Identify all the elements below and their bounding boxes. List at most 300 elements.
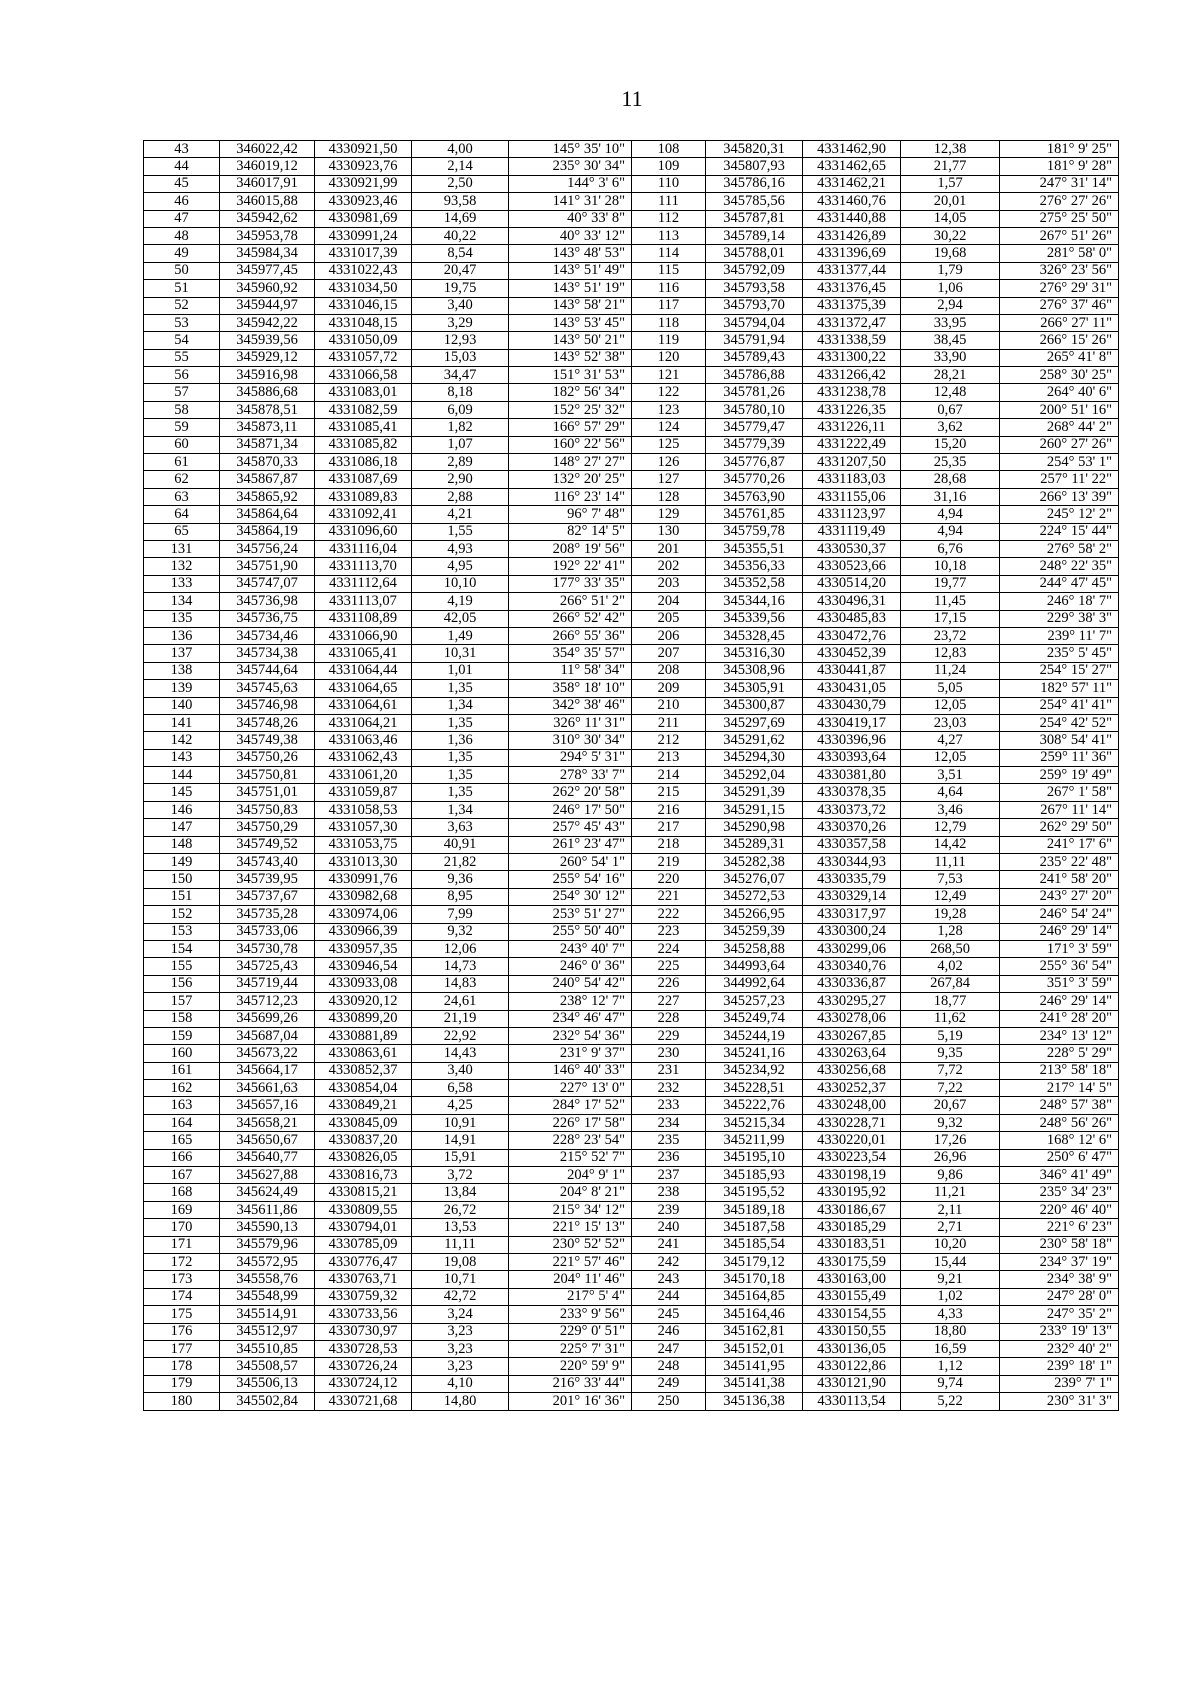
- distance-cell: 1,06: [901, 280, 1000, 297]
- bearing-cell: 257° 11' 22": [1000, 471, 1119, 488]
- distance-cell: 3,29: [412, 314, 509, 331]
- point-number-cell: 132: [144, 558, 220, 575]
- point-number-cell: 209: [632, 680, 706, 697]
- bearing-cell: 262° 29' 50": [1000, 819, 1119, 836]
- y-coordinate-cell: 4331462,65: [803, 158, 901, 175]
- x-coordinate-cell: 345734,38: [220, 645, 315, 662]
- y-coordinate-cell: 4330966,39: [315, 923, 412, 940]
- bearing-cell: 234° 46' 47": [509, 1010, 632, 1027]
- point-number-cell: 49: [144, 245, 220, 262]
- x-coordinate-cell: 345657,16: [220, 1097, 315, 1114]
- bearing-cell: 266° 52' 42": [509, 610, 632, 627]
- table-row: [144, 471, 1119, 488]
- y-coordinate-cell: 4330485,83: [803, 610, 901, 627]
- y-coordinate-cell: 4331183,03: [803, 471, 901, 488]
- bearing-cell: 239° 18' 1": [1000, 1358, 1119, 1375]
- distance-cell: 30,22: [901, 227, 1000, 244]
- x-coordinate-cell: 345749,38: [220, 732, 315, 749]
- y-coordinate-cell: 4330863,61: [315, 1045, 412, 1062]
- coordinates-table-body: [144, 141, 1119, 1411]
- point-number-cell: 236: [632, 1149, 706, 1166]
- point-number-cell: 223: [632, 923, 706, 940]
- x-coordinate-cell: 345215,34: [706, 1114, 803, 1131]
- distance-cell: 12,48: [901, 384, 1000, 401]
- x-coordinate-cell: 344992,64: [706, 975, 803, 992]
- distance-cell: 14,05: [901, 210, 1000, 227]
- bearing-cell: 224° 15' 44": [1000, 523, 1119, 540]
- bearing-cell: 116° 23' 14": [509, 488, 632, 505]
- x-coordinate-cell: 345228,51: [706, 1080, 803, 1097]
- table-row: [144, 488, 1119, 505]
- point-number-cell: 134: [144, 593, 220, 610]
- x-coordinate-cell: 345352,58: [706, 575, 803, 592]
- point-number-cell: 175: [144, 1306, 220, 1323]
- distance-cell: 12,38: [901, 141, 1000, 158]
- point-number-cell: 217: [632, 819, 706, 836]
- x-coordinate-cell: 345164,85: [706, 1288, 803, 1305]
- point-number-cell: 225: [632, 958, 706, 975]
- table-row: [144, 1132, 1119, 1149]
- x-coordinate-cell: 345195,52: [706, 1184, 803, 1201]
- y-coordinate-cell: 4331113,07: [315, 593, 412, 610]
- table-row: [144, 401, 1119, 418]
- table-row: [144, 1219, 1119, 1236]
- table-row: [144, 419, 1119, 436]
- distance-cell: 3,23: [412, 1323, 509, 1340]
- table-row: [144, 523, 1119, 540]
- point-number-cell: 228: [632, 1010, 706, 1027]
- bearing-cell: 230° 58' 18": [1000, 1236, 1119, 1253]
- distance-cell: 1,36: [412, 732, 509, 749]
- y-coordinate-cell: 4330763,71: [315, 1271, 412, 1288]
- x-coordinate-cell: 345725,43: [220, 958, 315, 975]
- point-number-cell: 108: [632, 141, 706, 158]
- bearing-cell: 146° 40' 33": [509, 1062, 632, 1079]
- table-row: [144, 749, 1119, 766]
- x-coordinate-cell: 346022,42: [220, 141, 315, 158]
- table-row: [144, 245, 1119, 262]
- x-coordinate-cell: 345779,39: [706, 436, 803, 453]
- y-coordinate-cell: 4331022,43: [315, 262, 412, 279]
- y-coordinate-cell: 4330419,17: [803, 714, 901, 731]
- point-number-cell: 50: [144, 262, 220, 279]
- bearing-cell: 267° 11' 14": [1000, 801, 1119, 818]
- table-row: [144, 697, 1119, 714]
- table-row: [144, 540, 1119, 557]
- x-coordinate-cell: 345502,84: [220, 1393, 315, 1410]
- bearing-cell: 233° 19' 13": [1000, 1323, 1119, 1340]
- x-coordinate-cell: 345257,23: [706, 993, 803, 1010]
- y-coordinate-cell: 4330920,12: [315, 993, 412, 1010]
- bearing-cell: 166° 57' 29": [509, 419, 632, 436]
- distance-cell: 9,36: [412, 871, 509, 888]
- table-row: [144, 436, 1119, 453]
- bearing-cell: 234° 38' 9": [1000, 1271, 1119, 1288]
- point-number-cell: 250: [632, 1393, 706, 1410]
- bearing-cell: 266° 55' 36": [509, 627, 632, 644]
- y-coordinate-cell: 4330728,53: [315, 1340, 412, 1357]
- table-row: [144, 645, 1119, 662]
- distance-cell: 33,95: [901, 314, 1000, 331]
- point-number-cell: 234: [632, 1114, 706, 1131]
- bearing-cell: 255° 36' 54": [1000, 958, 1119, 975]
- table-row: [144, 314, 1119, 331]
- bearing-cell: 246° 54' 24": [1000, 906, 1119, 923]
- x-coordinate-cell: 345661,63: [220, 1080, 315, 1097]
- bearing-cell: 229° 0' 51": [509, 1323, 632, 1340]
- y-coordinate-cell: 4330452,39: [803, 645, 901, 662]
- x-coordinate-cell: 345510,85: [220, 1340, 315, 1357]
- point-number-cell: 210: [632, 697, 706, 714]
- bearing-cell: 239° 11' 7": [1000, 627, 1119, 644]
- x-coordinate-cell: 345624,49: [220, 1184, 315, 1201]
- table-row: [144, 262, 1119, 279]
- table-row: [144, 1254, 1119, 1271]
- x-coordinate-cell: 345953,78: [220, 227, 315, 244]
- bearing-cell: 221° 6' 23": [1000, 1219, 1119, 1236]
- bearing-cell: 204° 11' 46": [509, 1271, 632, 1288]
- distance-cell: 19,77: [901, 575, 1000, 592]
- point-number-cell: 205: [632, 610, 706, 627]
- point-number-cell: 177: [144, 1340, 220, 1357]
- bearing-cell: 267° 1' 58": [1000, 784, 1119, 801]
- x-coordinate-cell: 345316,30: [706, 645, 803, 662]
- distance-cell: 15,91: [412, 1149, 509, 1166]
- bearing-cell: 204° 8' 21": [509, 1184, 632, 1201]
- point-number-cell: 44: [144, 158, 220, 175]
- x-coordinate-cell: 345222,76: [706, 1097, 803, 1114]
- table-row: [144, 958, 1119, 975]
- y-coordinate-cell: 4331064,44: [315, 662, 412, 679]
- y-coordinate-cell: 4331377,44: [803, 262, 901, 279]
- distance-cell: 19,28: [901, 906, 1000, 923]
- x-coordinate-cell: 345164,46: [706, 1306, 803, 1323]
- bearing-cell: 254° 53' 1": [1000, 454, 1119, 471]
- table-row: [144, 1201, 1119, 1218]
- x-coordinate-cell: 345249,74: [706, 1010, 803, 1027]
- distance-cell: 8,18: [412, 384, 509, 401]
- bearing-cell: 132° 20' 25": [509, 471, 632, 488]
- distance-cell: 1,35: [412, 767, 509, 784]
- x-coordinate-cell: 345759,78: [706, 523, 803, 540]
- distance-cell: 4,95: [412, 558, 509, 575]
- distance-cell: 12,05: [901, 697, 1000, 714]
- y-coordinate-cell: 4330256,68: [803, 1062, 901, 1079]
- point-number-cell: 122: [632, 384, 706, 401]
- point-number-cell: 125: [632, 436, 706, 453]
- x-coordinate-cell: 345736,75: [220, 610, 315, 627]
- table-row: [144, 575, 1119, 592]
- distance-cell: 31,16: [901, 488, 1000, 505]
- table-row: [144, 1114, 1119, 1131]
- y-coordinate-cell: 4331089,83: [315, 488, 412, 505]
- bearing-cell: 354° 35' 57": [509, 645, 632, 662]
- point-number-cell: 146: [144, 801, 220, 818]
- distance-cell: 2,90: [412, 471, 509, 488]
- bearing-cell: 254° 30' 12": [509, 888, 632, 905]
- y-coordinate-cell: 4330300,24: [803, 923, 901, 940]
- point-number-cell: 52: [144, 297, 220, 314]
- table-row: [144, 784, 1119, 801]
- point-number-cell: 127: [632, 471, 706, 488]
- bearing-cell: 308° 54' 41": [1000, 732, 1119, 749]
- table-row: [144, 906, 1119, 923]
- y-coordinate-cell: 4330921,99: [315, 175, 412, 192]
- y-coordinate-cell: 4330228,71: [803, 1114, 901, 1131]
- y-coordinate-cell: 4330183,51: [803, 1236, 901, 1253]
- distance-cell: 4,02: [901, 958, 1000, 975]
- point-number-cell: 156: [144, 975, 220, 992]
- table-row: [144, 871, 1119, 888]
- x-coordinate-cell: 345864,19: [220, 523, 315, 540]
- y-coordinate-cell: 4331059,87: [315, 784, 412, 801]
- point-number-cell: 117: [632, 297, 706, 314]
- x-coordinate-cell: 345185,93: [706, 1167, 803, 1184]
- bearing-cell: 247° 31' 14": [1000, 175, 1119, 192]
- distance-cell: 18,80: [901, 1323, 1000, 1340]
- table-row: [144, 158, 1119, 175]
- y-coordinate-cell: 4330721,68: [315, 1393, 412, 1410]
- table-row: [144, 940, 1119, 957]
- y-coordinate-cell: 4330826,05: [315, 1149, 412, 1166]
- point-number-cell: 233: [632, 1097, 706, 1114]
- point-number-cell: 64: [144, 506, 220, 523]
- point-number-cell: 47: [144, 210, 220, 227]
- distance-cell: 9,74: [901, 1375, 1000, 1392]
- distance-cell: 26,96: [901, 1149, 1000, 1166]
- y-coordinate-cell: 4330136,05: [803, 1340, 901, 1357]
- y-coordinate-cell: 4331462,21: [803, 175, 901, 192]
- point-number-cell: 215: [632, 784, 706, 801]
- y-coordinate-cell: 4330267,85: [803, 1027, 901, 1044]
- point-number-cell: 222: [632, 906, 706, 923]
- y-coordinate-cell: 4330155,49: [803, 1288, 901, 1305]
- x-coordinate-cell: 345297,69: [706, 714, 803, 731]
- bearing-cell: 241° 58' 20": [1000, 871, 1119, 888]
- point-number-cell: 213: [632, 749, 706, 766]
- point-number-cell: 133: [144, 575, 220, 592]
- point-number-cell: 163: [144, 1097, 220, 1114]
- bearing-cell: 151° 31' 53": [509, 367, 632, 384]
- distance-cell: 11,62: [901, 1010, 1000, 1027]
- distance-cell: 21,19: [412, 1010, 509, 1027]
- point-number-cell: 214: [632, 767, 706, 784]
- y-coordinate-cell: 4330175,59: [803, 1254, 901, 1271]
- bearing-cell: 144° 3' 6": [509, 175, 632, 192]
- point-number-cell: 164: [144, 1114, 220, 1131]
- x-coordinate-cell: 345789,14: [706, 227, 803, 244]
- y-coordinate-cell: 4331057,72: [315, 349, 412, 366]
- bearing-cell: 258° 30' 25": [1000, 367, 1119, 384]
- distance-cell: 5,22: [901, 1393, 1000, 1410]
- y-coordinate-cell: 4330252,37: [803, 1080, 901, 1097]
- table-row: [144, 1393, 1119, 1410]
- point-number-cell: 126: [632, 454, 706, 471]
- y-coordinate-cell: 4331396,69: [803, 245, 901, 262]
- bearing-cell: 259° 19' 49": [1000, 767, 1119, 784]
- table-row: [144, 1323, 1119, 1340]
- y-coordinate-cell: 4330113,54: [803, 1393, 901, 1410]
- bearing-cell: 143° 58' 21": [509, 297, 632, 314]
- point-number-cell: 46: [144, 193, 220, 210]
- bearing-cell: 247° 28' 0": [1000, 1288, 1119, 1305]
- table-row: [144, 993, 1119, 1010]
- y-coordinate-cell: 4330726,24: [315, 1358, 412, 1375]
- y-coordinate-cell: 4331053,75: [315, 836, 412, 853]
- x-coordinate-cell: 345291,62: [706, 732, 803, 749]
- y-coordinate-cell: 4331048,15: [315, 314, 412, 331]
- x-coordinate-cell: 345294,30: [706, 749, 803, 766]
- distance-cell: 14,80: [412, 1393, 509, 1410]
- point-number-cell: 247: [632, 1340, 706, 1357]
- x-coordinate-cell: 345548,99: [220, 1288, 315, 1305]
- distance-cell: 13,84: [412, 1184, 509, 1201]
- point-number-cell: 157: [144, 993, 220, 1010]
- bearing-cell: 326° 11' 31": [509, 714, 632, 731]
- y-coordinate-cell: 4331034,50: [315, 280, 412, 297]
- bearing-cell: 246° 18' 7": [1000, 593, 1119, 610]
- x-coordinate-cell: 345942,62: [220, 210, 315, 227]
- bearing-cell: 171° 3' 59": [1000, 940, 1119, 957]
- distance-cell: 3,62: [901, 419, 1000, 436]
- bearing-cell: 264° 40' 6": [1000, 384, 1119, 401]
- point-number-cell: 151: [144, 888, 220, 905]
- bearing-cell: 261° 23' 47": [509, 836, 632, 853]
- distance-cell: 2,11: [901, 1201, 1000, 1218]
- point-number-cell: 179: [144, 1375, 220, 1392]
- bearing-cell: 181° 9' 28": [1000, 158, 1119, 175]
- y-coordinate-cell: 4330899,20: [315, 1010, 412, 1027]
- point-number-cell: 245: [632, 1306, 706, 1323]
- bearing-cell: 266° 51' 2": [509, 593, 632, 610]
- table-row: [144, 141, 1119, 158]
- x-coordinate-cell: 345241,16: [706, 1045, 803, 1062]
- point-number-cell: 206: [632, 627, 706, 644]
- point-number-cell: 121: [632, 367, 706, 384]
- x-coordinate-cell: 345984,34: [220, 245, 315, 262]
- table-row: [144, 801, 1119, 818]
- distance-cell: 14,43: [412, 1045, 509, 1062]
- x-coordinate-cell: 345736,98: [220, 593, 315, 610]
- y-coordinate-cell: 4330923,76: [315, 158, 412, 175]
- distance-cell: 15,44: [901, 1254, 1000, 1271]
- y-coordinate-cell: 4330991,76: [315, 871, 412, 888]
- distance-cell: 42,05: [412, 610, 509, 627]
- x-coordinate-cell: 345730,78: [220, 940, 315, 957]
- y-coordinate-cell: 4330776,47: [315, 1254, 412, 1271]
- bearing-cell: 241° 17' 6": [1000, 836, 1119, 853]
- bearing-cell: 230° 52' 52": [509, 1236, 632, 1253]
- point-number-cell: 119: [632, 332, 706, 349]
- bearing-cell: 200° 51' 16": [1000, 401, 1119, 418]
- distance-cell: 13,53: [412, 1219, 509, 1236]
- y-coordinate-cell: 4330317,97: [803, 906, 901, 923]
- bearing-cell: 234° 13' 12": [1000, 1027, 1119, 1044]
- point-number-cell: 240: [632, 1219, 706, 1236]
- bearing-cell: 233° 9' 56": [509, 1306, 632, 1323]
- table-row: [144, 1236, 1119, 1253]
- distance-cell: 10,91: [412, 1114, 509, 1131]
- point-number-cell: 178: [144, 1358, 220, 1375]
- point-number-cell: 136: [144, 627, 220, 644]
- distance-cell: 4,27: [901, 732, 1000, 749]
- y-coordinate-cell: 4330816,73: [315, 1167, 412, 1184]
- table-row: [144, 1010, 1119, 1027]
- distance-cell: 1,12: [901, 1358, 1000, 1375]
- point-number-cell: 160: [144, 1045, 220, 1062]
- x-coordinate-cell: 345558,76: [220, 1271, 315, 1288]
- x-coordinate-cell: 346017,91: [220, 175, 315, 192]
- point-number-cell: 116: [632, 280, 706, 297]
- x-coordinate-cell: 345195,10: [706, 1149, 803, 1166]
- point-number-cell: 115: [632, 262, 706, 279]
- x-coordinate-cell: 345870,33: [220, 454, 315, 471]
- point-number-cell: 216: [632, 801, 706, 818]
- point-number-cell: 218: [632, 836, 706, 853]
- y-coordinate-cell: 4331460,76: [803, 193, 901, 210]
- distance-cell: 14,69: [412, 210, 509, 227]
- distance-cell: 3,40: [412, 297, 509, 314]
- point-number-cell: 221: [632, 888, 706, 905]
- x-coordinate-cell: 345187,58: [706, 1219, 803, 1236]
- point-number-cell: 138: [144, 662, 220, 679]
- x-coordinate-cell: 345745,63: [220, 680, 315, 697]
- distance-cell: 267,84: [901, 975, 1000, 992]
- x-coordinate-cell: 345744,64: [220, 662, 315, 679]
- y-coordinate-cell: 4331057,30: [315, 819, 412, 836]
- y-coordinate-cell: 4331013,30: [315, 854, 412, 871]
- table-row: [144, 1375, 1119, 1392]
- y-coordinate-cell: 4331426,89: [803, 227, 901, 244]
- point-number-cell: 153: [144, 923, 220, 940]
- table-row: [144, 819, 1119, 836]
- table-row: [144, 558, 1119, 575]
- point-number-cell: 167: [144, 1167, 220, 1184]
- y-coordinate-cell: 4330815,21: [315, 1184, 412, 1201]
- distance-cell: 19,08: [412, 1254, 509, 1271]
- x-coordinate-cell: 345356,33: [706, 558, 803, 575]
- bearing-cell: 215° 34' 12": [509, 1201, 632, 1218]
- y-coordinate-cell: 4331375,39: [803, 297, 901, 314]
- bearing-cell: 11° 58' 34": [509, 662, 632, 679]
- y-coordinate-cell: 4331238,78: [803, 384, 901, 401]
- point-number-cell: 111: [632, 193, 706, 210]
- x-coordinate-cell: 345687,04: [220, 1027, 315, 1044]
- bearing-cell: 143° 48' 53": [509, 245, 632, 262]
- coordinates-table: [143, 140, 1119, 1411]
- y-coordinate-cell: 4330921,50: [315, 141, 412, 158]
- bearing-cell: 246° 29' 14": [1000, 923, 1119, 940]
- distance-cell: 21,82: [412, 854, 509, 871]
- distance-cell: 1,35: [412, 784, 509, 801]
- x-coordinate-cell: 345673,22: [220, 1045, 315, 1062]
- x-coordinate-cell: 345942,22: [220, 314, 315, 331]
- bearing-cell: 241° 28' 20": [1000, 1010, 1119, 1027]
- y-coordinate-cell: 4330845,09: [315, 1114, 412, 1131]
- x-coordinate-cell: 345743,40: [220, 854, 315, 871]
- point-number-cell: 144: [144, 767, 220, 784]
- x-coordinate-cell: 345627,88: [220, 1167, 315, 1184]
- x-coordinate-cell: 346019,12: [220, 158, 315, 175]
- x-coordinate-cell: 345750,83: [220, 801, 315, 818]
- distance-cell: 12,93: [412, 332, 509, 349]
- x-coordinate-cell: 345873,11: [220, 419, 315, 436]
- y-coordinate-cell: 4330195,92: [803, 1184, 901, 1201]
- bearing-cell: 346° 41' 49": [1000, 1167, 1119, 1184]
- y-coordinate-cell: 4330278,06: [803, 1010, 901, 1027]
- table-row: [144, 1271, 1119, 1288]
- table-row: [144, 297, 1119, 314]
